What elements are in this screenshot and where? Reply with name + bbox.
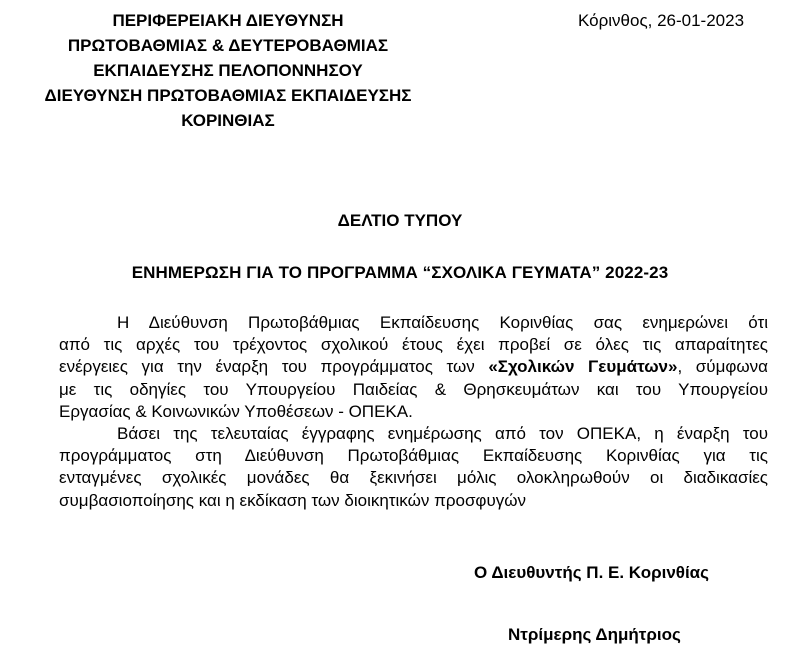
issuer-line-4: ΔΙΕΥΘΥΝΣΗ ΠΡΩΤΟΒΑΘΜΙΑΣ ΕΚΠΑΙΔΕΥΣΗΣ [44,86,412,105]
issuer-line-2: ΠΡΩΤΟΒΑΘΜΙΑΣ & ΔΕΥΤΕΡΟΒΑΘΜΙΑΣ [67,36,389,55]
paragraph-1-line-1: Η Διεύθυνση Πρωτοβάθμιας Εκπαίδευσης Κορινθίας σας ενημερώνει ότι [117,313,768,332]
paragraph-1-line-4: με τις οδηγίες του Υπουργείου Παιδείας & Θρησκευμάτων και του Υπουργείου [59,379,768,399]
paragraph-2-line-4: συμβασιοποίησης και η εκδίκαση των διοικητικών προσφυγών [59,490,527,510]
issuer-line-3: ΕΚΠΑΙΔΕΥΣΗΣ ΠΕΛΟΠΟΝΝΗΣΟΥ [93,61,363,80]
issuer-line-1: ΠΕΡΙΦΕΡΕΙΑΚΗ ΔΙΕΥΘΥΝΣΗ [112,11,344,30]
paragraph-1-line-2: από τις αρχές του τρέχοντος σχολικού έτους έχει προβεί σε όλες τις απαραίτητες [59,335,768,355]
paragraph-2-line-2: προγράμματος στη Διεύθυνση Πρωτοβάθμιας Εκπαίδευσης Κορινθίας για τις [59,446,768,466]
signature-title: Ο Διευθυντής Π. Ε. Κορινθίας [474,563,709,582]
paragraph-1-line-3 [59,356,768,378]
school-meals-program-name: «Σχολικών Γευμάτων» [488,357,678,377]
signature-name: Ντρίμερης Δημήτριος [508,625,681,644]
press-release-body [59,312,768,512]
paragraph-1-line-3-end: , σύμφωνα [677,357,768,377]
paragraph-2-line-3: ενταγμένες σχολικές μονάδες θα ξεκινήσει μόλις ολοκληρωθούν οι διαδικασίες [59,468,768,488]
paragraph-1-line-5: Εργασίας & Κοινωνικών Υποθέσεων - ΟΠΕΚΑ. [59,401,413,421]
paragraph-1-line-3-start: ενέργειες για την έναρξη του προγράμματος των [59,357,489,377]
document-type: ΔΕΛΤΙΟ ΤΥΠΟΥ [337,211,463,230]
issuer-header [28,8,428,133]
paragraph-2-line-1: Βάσει της τελευταίας έγγραφης ενημέρωσης από τον ΟΠΕΚΑ, η έναρξη του [117,424,768,444]
document-subject: ΕΝΗΜΕΡΩΣΗ ΓΙΑ ΤΟ ΠΡΟΓΡΑΜΜΑ “ΣΧΟΛΙΚΑ ΓΕΥΜΑΤΑ” 2022-23 [131,263,669,282]
issuer-line-5: ΚΟΡΙΝΘΙΑΣ [181,111,275,130]
place-date: Κόρινθος, 26-01-2023 [578,11,745,30]
